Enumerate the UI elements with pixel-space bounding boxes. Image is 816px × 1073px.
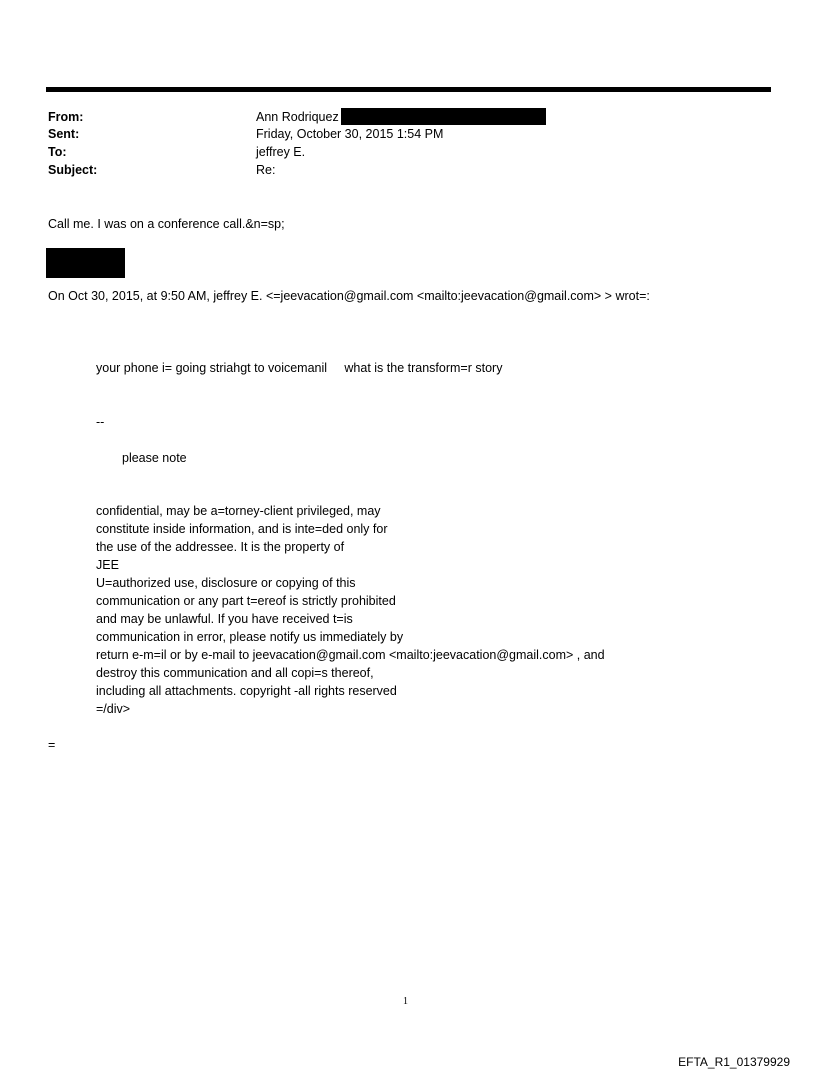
disclaimer-line: return e-m=il or by e-mail to jeevacation@gmail.com <mailto:jeevacation@gmail.com> , and	[96, 648, 605, 662]
page-number: 1	[403, 996, 408, 1007]
reply-line: Call me. I was on a conference call.&n=sp;	[48, 217, 285, 231]
redaction-from-email	[341, 108, 546, 125]
from-value	[256, 109, 339, 125]
disclaimer-line: and may be unlawful. If you have received t=is	[96, 612, 353, 626]
signature-dash: --	[96, 415, 105, 429]
document-id: EFTA_R1_01379929	[678, 1055, 790, 1069]
disclaimer-line: =/div>	[96, 702, 131, 716]
trailing-equals: =	[48, 738, 56, 752]
disclaimer-line: communication or any part t=ereof is strictly prohibited	[96, 594, 396, 608]
redaction-signature	[46, 248, 125, 278]
header-rule	[46, 87, 771, 92]
subject-label: Subject:	[48, 163, 98, 177]
from-name: Ann Rodriquez	[256, 110, 339, 124]
sent-label: Sent:	[48, 127, 80, 141]
to-value: jeffrey E.	[256, 145, 306, 159]
from-label: From:	[48, 110, 84, 124]
subject-value: Re:	[256, 163, 276, 177]
disclaimer-line: constitute inside information, and is inte=ded only for	[96, 522, 388, 536]
disclaimer-line: destroy this communication and all copi=s thereof,	[96, 666, 374, 680]
please-note: please note	[122, 451, 187, 465]
disclaimer-line: the use of the addressee. It is the property of	[96, 540, 345, 554]
disclaimer-line: including all attachments. copyright -all rights reserved	[96, 684, 397, 698]
disclaimer-line: confidential, may be a=torney-client privileged, may	[96, 504, 381, 518]
disclaimer-line: communication in error, please notify us immediately by	[96, 630, 404, 644]
disclaimer-line: JEE	[96, 558, 119, 572]
disclaimer-line: U=authorized use, disclosure or copying of this	[96, 576, 356, 590]
sent-value: Friday, October 30, 2015 1:54 PM	[256, 127, 444, 141]
to-label: To:	[48, 145, 67, 159]
quote-intro: On Oct 30, 2015, at 9:50 AM, jeffrey E. <=jeevacation@gmail.com <mailto:jeevacation@gmail.com> > wrot=:	[48, 289, 650, 303]
quoted-message: your phone i= going striahgt to voicemanil what is the transform=r story	[96, 361, 503, 375]
